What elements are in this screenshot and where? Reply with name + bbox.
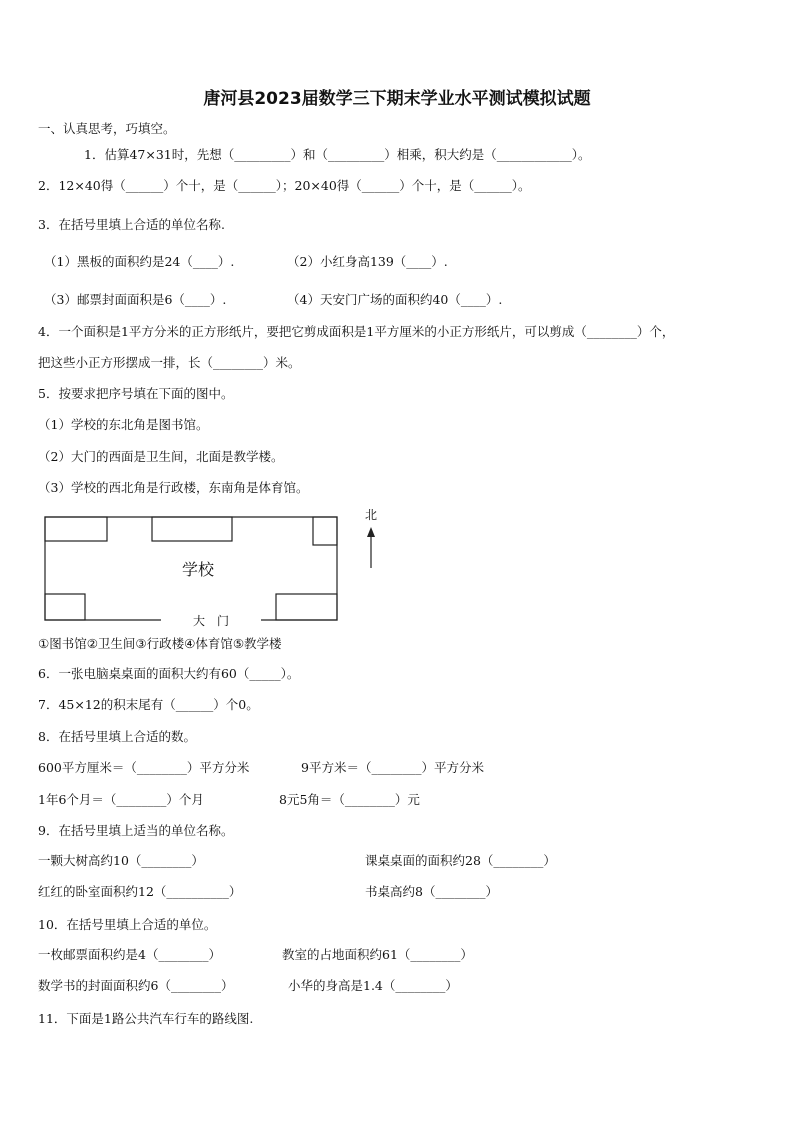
northwest-building-box [45, 517, 107, 541]
question-2: 2．12×40得（______）个十，是（______）；20×40得（______）个十，是（______）。 [38, 178, 531, 193]
north-arrow-icon [367, 527, 375, 537]
page-title: 唐河县2023届数学三下期末学业水平测试模拟试题 [203, 89, 591, 109]
question-8-item-2: 9平方米＝（________）平方分米 [301, 760, 484, 775]
question-5-clue-3: （3）学校的西北角是行政楼，东南角是体育馆。 [38, 480, 309, 495]
diagram-legend: ①图书馆②卫生间③行政楼④体育馆⑤教学楼 [38, 636, 282, 651]
question-9-item-1: 一颗大树高约10（________） [38, 853, 204, 868]
question-1: 1．估算47×31时，先想（_________）和（_________）相乘，积大约是（____________）。 [84, 147, 591, 162]
school-label: 学校 [181, 560, 215, 579]
question-8-item-1: 600平方厘米＝（________）平方分米 [38, 760, 250, 775]
question-11: 11．下面是1路公共汽车行车的路线图. [38, 1011, 254, 1026]
question-3-part-4: （4）天安门广场的面积约40（____）. [287, 292, 503, 307]
question-10-item-1: 一枚邮票面积约是4（________） [38, 947, 221, 962]
north-label: 北 [364, 508, 378, 522]
question-9: 9．在括号里填上适当的单位名称。 [38, 823, 234, 838]
question-8: 8．在括号里填上合适的数。 [38, 729, 196, 744]
question-5: 5．按要求把序号填在下面的图中。 [38, 386, 234, 401]
question-3-part-3: （3）邮票封面面积是6（____）. [44, 292, 227, 307]
question-3-part-2: （2）小红身高139（____）. [287, 254, 448, 269]
question-8-item-4: 8元5角＝（________）元 [279, 792, 420, 807]
question-10-item-4: 小华的身高是1.4（________） [288, 978, 458, 993]
question-3: 3．在括号里填上合适的单位名称. [38, 217, 225, 232]
question-7: 7．45×12的积末尾有（______）个0。 [38, 697, 259, 712]
question-9-item-2: 课桌桌面的面积约28（________） [365, 853, 556, 868]
section-heading-1: 一、认真思考，巧填空。 [38, 121, 176, 136]
question-4-line-2: 把这些小正方形摆成一排，长（________）米。 [38, 355, 301, 370]
question-9-item-3: 红红的卧室面积约12（__________） [38, 884, 242, 899]
question-5-clue-1: （1）学校的东北角是图书馆。 [38, 417, 209, 432]
question-10: 10．在括号里填上合适的单位。 [38, 917, 217, 932]
north-building-box [152, 517, 232, 541]
question-6: 6．一张电脑桌桌面的面积大约有60（_____）。 [38, 666, 300, 681]
school-map-diagram [43, 505, 378, 633]
question-5-clue-2: （2）大门的西面是卫生间，北面是教学楼。 [38, 449, 284, 464]
question-10-item-3: 数学书的封面面积约6（________） [38, 978, 234, 993]
question-4-line-1: 4．一个面积是1平方分米的正方形纸片，要把它剪成面积是1平方厘米的小正方形纸片，可以剪成（________）个， [38, 324, 675, 339]
question-8-item-3: 1年6个月＝（________）个月 [38, 792, 204, 807]
southwest-building-box [45, 594, 85, 620]
northeast-building-box [313, 517, 337, 545]
question-10-item-2: 教室的占地面积约61（________） [282, 947, 473, 962]
gate-label: 大 门 [192, 614, 230, 628]
question-3-part-1: （1）黑板的面积约是24（____）. [44, 254, 235, 269]
southeast-building-box [276, 594, 337, 620]
question-9-item-4: 书桌高约8（________） [365, 884, 498, 899]
